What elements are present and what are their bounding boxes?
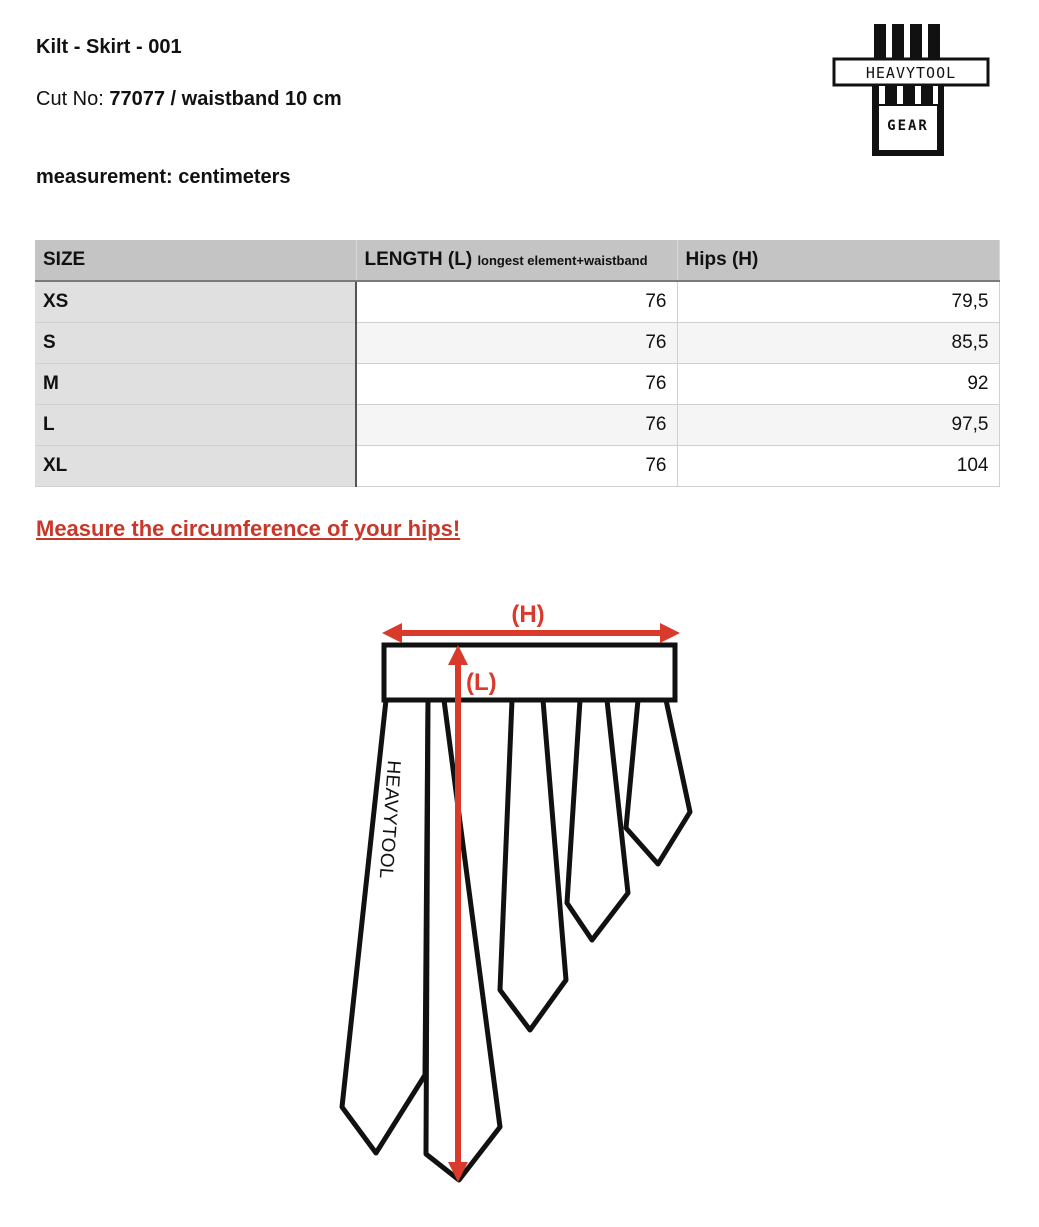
header-size: SIZE — [35, 240, 356, 281]
length-cell: 76 — [356, 281, 677, 323]
length-cell: 76 — [356, 405, 677, 446]
hips-cell: 104 — [677, 446, 999, 487]
table-row — [35, 446, 999, 487]
size-cell: XS — [35, 281, 356, 323]
length-cell: 76 — [356, 364, 677, 405]
size-chart-table — [35, 240, 1000, 487]
strip-brand-text: HEAVYTOOL — [374, 759, 404, 880]
size-cell: M — [35, 364, 356, 405]
header-length — [356, 240, 677, 281]
length-label: (L) — [466, 669, 497, 696]
length-cell: 76 — [356, 446, 677, 487]
header-hips: Hips (H) — [677, 240, 999, 281]
size-cell: XL — [35, 446, 356, 487]
size-cell: L — [35, 405, 356, 446]
table-row — [35, 323, 999, 364]
kilt-strip — [426, 700, 500, 1180]
header-length-label: LENGTH (L) — [364, 249, 473, 270]
cut-label: Cut No: — [36, 88, 110, 110]
table-row — [35, 364, 999, 405]
kilt-strip — [477, 700, 690, 1030]
heavytool-gear-logo — [832, 24, 990, 158]
table-header-row — [35, 240, 999, 281]
waistband-info: waistband 10 cm — [181, 88, 342, 110]
measurement-unit: measurement: centimeters — [36, 166, 291, 188]
product-title: Kilt - Skirt - 001 — [36, 36, 182, 58]
table-row — [35, 281, 999, 323]
hips-cell: 79,5 — [677, 281, 999, 323]
table-row — [35, 405, 999, 446]
header-length-note: longest element+waistband — [477, 253, 648, 268]
measure-hips-hint-link[interactable]: Measure the circumference of your hips! — [36, 516, 461, 541]
length-cell: 76 — [356, 323, 677, 364]
kilt-measurement-diagram — [330, 590, 710, 1200]
cut-info — [36, 86, 366, 112]
hips-cell: 85,5 — [677, 323, 999, 364]
hips-label: (H) — [511, 601, 545, 628]
logo-brand-text: HEAVYTOOL — [865, 64, 957, 82]
logo-sub-text: GEAR — [887, 118, 929, 134]
size-cell: S — [35, 323, 356, 364]
cut-number: 77077 — [109, 88, 165, 110]
cut-separator: / — [164, 88, 182, 110]
hips-cell: 97,5 — [677, 405, 999, 446]
waistband — [384, 645, 675, 700]
hips-cell: 92 — [677, 364, 999, 405]
